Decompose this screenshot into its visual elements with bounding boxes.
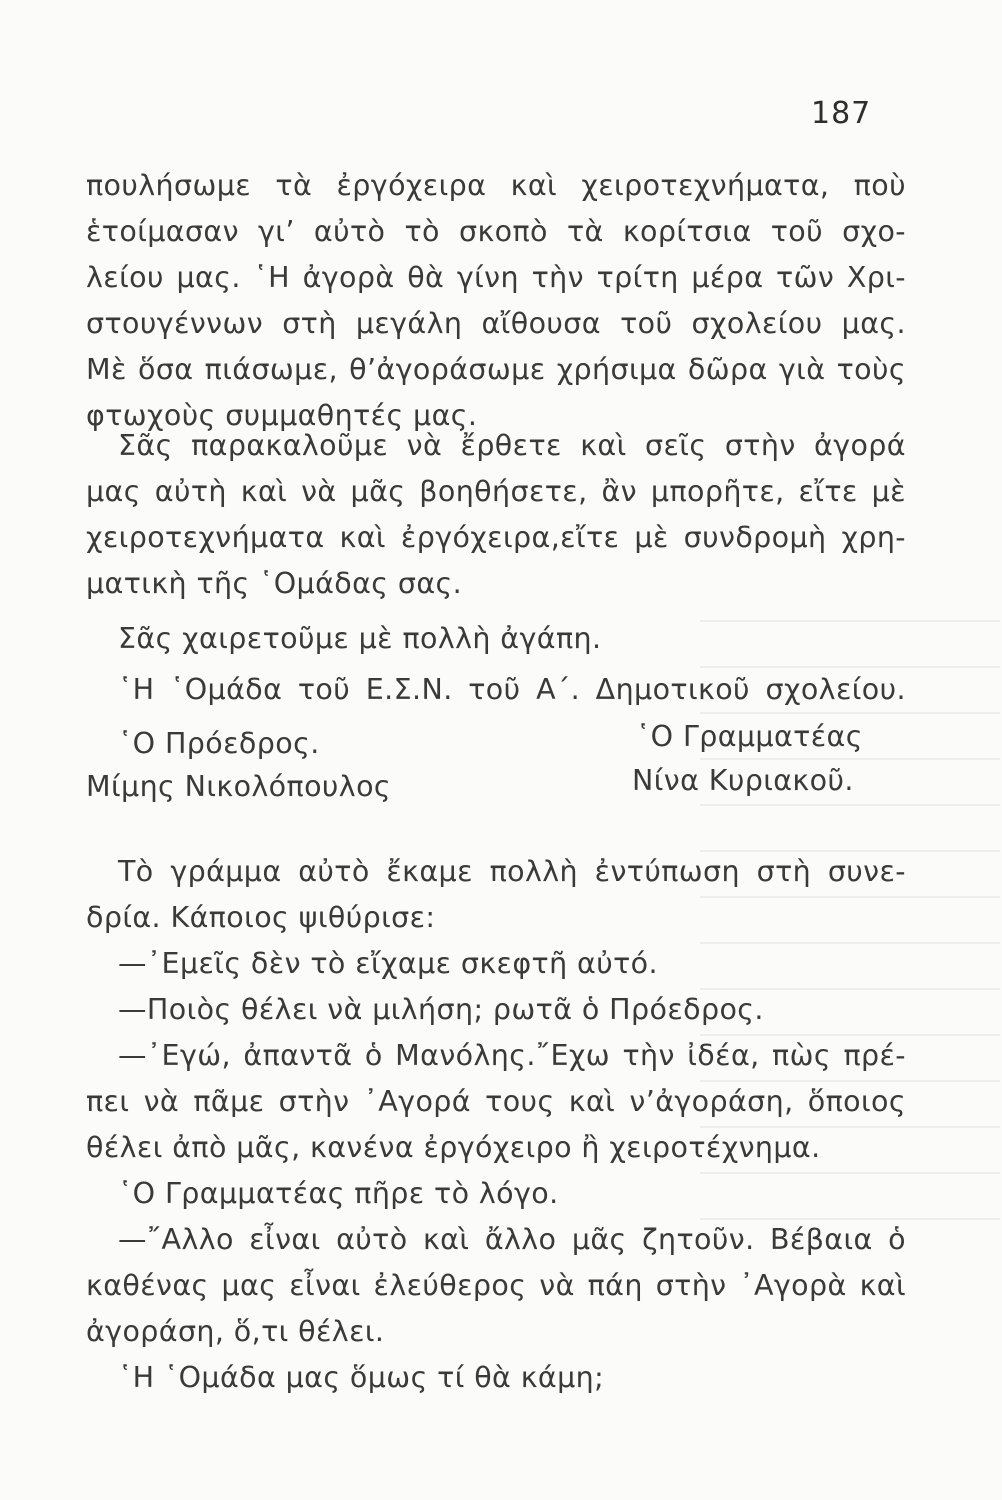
dialogue-line: —᾿Εγώ, ἀπαντᾶ ὁ Μανόλης.῎Εχω τὴν ἰδέα, πὼς πρέ-	[118, 1039, 906, 1072]
paragraph-2	[86, 423, 906, 607]
paragraph-3	[86, 849, 906, 1401]
dialogue-line: —᾿Εμεῖς δὲν τὸ εἴχαμε σκεφτῆ αὐτό.	[118, 947, 658, 980]
greeting-text: Σᾶς χαιρετοῦμε μὲ πολλὴ ἀγάπη.	[118, 622, 602, 655]
text-line: χειροτεχνήματα καὶ ἐργόχειρα,εἴτε μὲ συνδρομὴ χρη-	[86, 521, 906, 554]
text-line: καθένας μας εἶναι ἐλεύθερος νὰ πάη στὴν ᾿Αγορὰ καὶ	[86, 1269, 906, 1302]
text-line: πει νὰ πᾶμε στὴν ᾿Αγορά τους καὶ ν’ἀγοράση, ὅποιος	[86, 1085, 906, 1118]
secretary-name: Νίνα Κυριακοῦ.	[632, 764, 854, 797]
text-line: ῾Η ῾Ομάδα μας ὅμως τί θὰ κάμη;	[118, 1361, 605, 1394]
text-line: Τὸ γράμμα αὐτὸ ἔκαμε πολλὴ ἐντύπωση στὴ συνε-	[118, 855, 906, 888]
text-line: ματικὴ τῆς ῾Ομάδας σας.	[86, 567, 463, 600]
text-line: Σᾶς παρακαλοῦμε νὰ ἔρθετε καὶ σεῖς στὴν ἀγορά	[118, 429, 906, 462]
text-line: λείου μας. ῾Η ἀγορὰ θὰ γίνη τὴν τρίτη μέρα τῶν Χρι-	[86, 261, 906, 294]
greeting	[86, 616, 906, 662]
secretary-title: ῾Ο Γραμματέας	[636, 720, 863, 753]
page-number: 187	[811, 96, 872, 131]
signoff	[86, 667, 906, 713]
dialogue-line: —Ποιὸς θέλει νὰ μιλήση; ρωτᾶ ὁ Πρόεδρος.	[118, 993, 764, 1026]
dialogue-line: —῎Αλλο εἶναι αὐτὸ καὶ ἄλλο μᾶς ζητοῦν. Βέβαια ὁ	[118, 1223, 906, 1256]
text-line: φτωχοὺς συμμαθητές μας.	[86, 399, 478, 432]
president-name: Μίμης Νικολόπουλος	[86, 770, 392, 803]
text-line: στουγέννων στὴ μεγάλη αἴθουσα τοῦ σχολείου μας.	[86, 307, 906, 340]
signoff-text: ῾Η ῾Ομάδα τοῦ Ε.Σ.Ν. τοῦ Α΄. Δημοτικοῦ σχολείου.	[118, 673, 906, 706]
text-line: ἑτοίμασαν γι’ αὐτὸ τὸ σκοπὸ τὰ κορίτσια τοῦ σχο-	[86, 215, 906, 248]
text-line: μας αὐτὴ καὶ νὰ μᾶς βοηθήσετε, ἂν μπορῆτε, εἴτε μὲ	[86, 475, 906, 508]
text-line: δρία. Κάποιος ψιθύρισε:	[86, 901, 436, 934]
text-line: ῾Ο Γραμματέας πῆρε τὸ λόγο.	[118, 1177, 559, 1210]
text-line: θέλει ἀπὸ μᾶς, κανένα ἐργόχειρο ἢ χειροτέχνημα.	[86, 1131, 821, 1164]
paragraph-1	[86, 163, 906, 439]
text-line: Μὲ ὅσα πιάσωμε, θ’ἀγοράσωμε χρήσιμα δῶρα γιὰ τοὺς	[86, 353, 906, 386]
text-line: ἀγοράση, ὅ,τι θέλει.	[86, 1315, 385, 1348]
text-line: πουλήσωμε τὰ ἐργόχειρα καὶ χειροτεχνήματα, ποὺ	[86, 169, 906, 202]
president-title: ῾Ο Πρόεδρος.	[118, 727, 320, 760]
